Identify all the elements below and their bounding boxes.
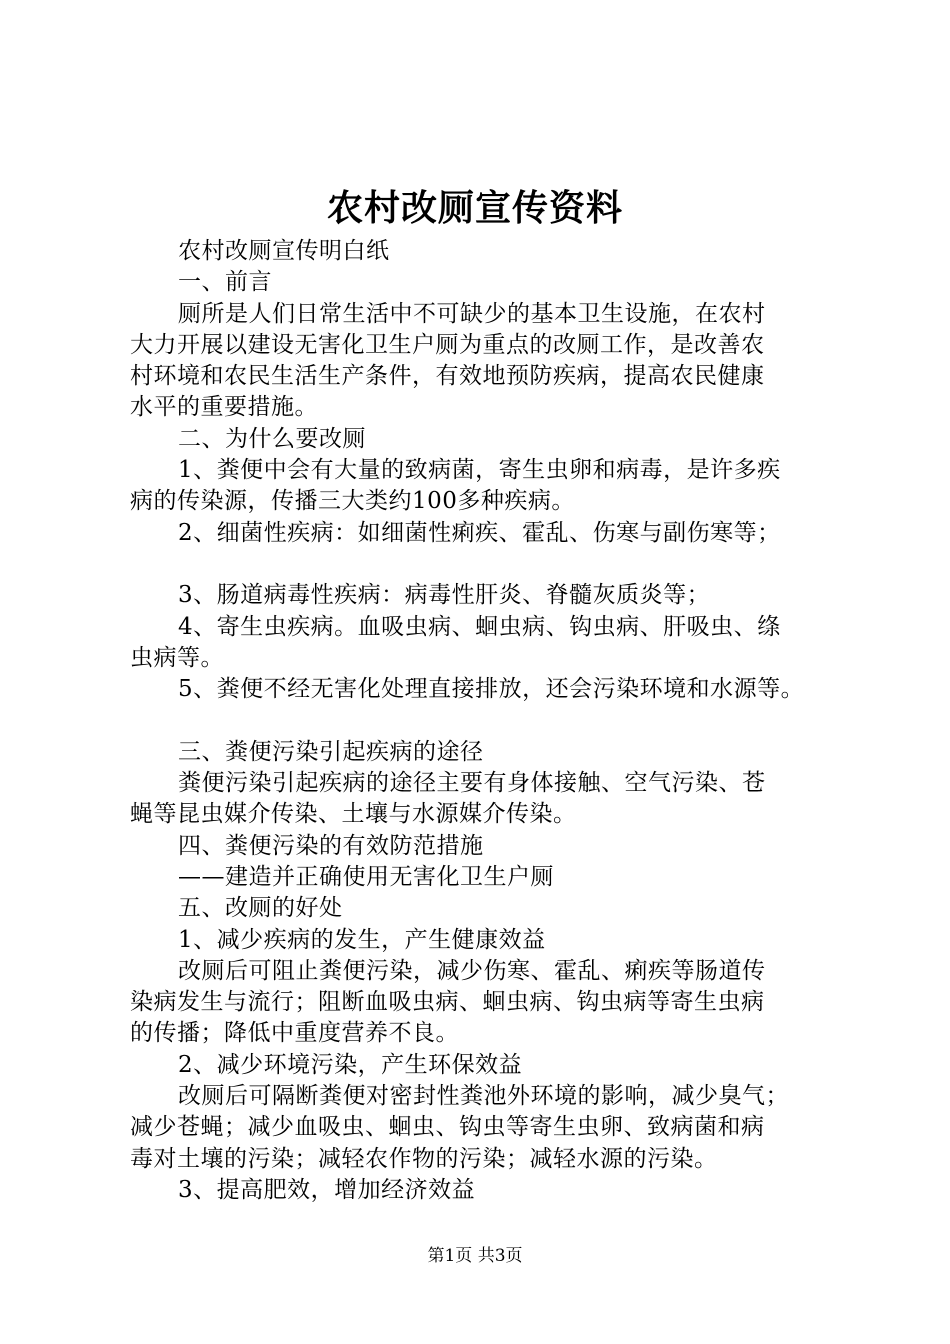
text-line: 4、寄生虫疾病。血吸虫病、蛔虫病、钩虫病、肝吸虫、绦 <box>178 613 781 640</box>
text-line: 厕所是人们日常生活中不可缺少的基本卫生设施，在农村 <box>178 300 766 327</box>
text-line: 蝇等昆虫媒介传染、土壤与水源媒介传染。 <box>130 801 577 828</box>
text-line: 改厕后可阻止粪便污染，减少伤寒、霍乱、痢疾等肠道传 <box>178 957 766 984</box>
blank-line <box>130 549 850 580</box>
text-line: 1、减少疾病的发生，产生健康效益 <box>178 926 546 953</box>
text-line: 村环境和农民生活生产条件，有效地预防疾病，提高农民健康 <box>130 363 765 390</box>
text-line: 2、细菌性疾病：如细菌性痢疾、霍乱、伤寒与副伤寒等； <box>178 519 781 546</box>
text-line: 5、粪便不经无害化处理直接排放，还会污染环境和水源等。 <box>178 676 805 703</box>
document-title: 农村改厕宣传资料 <box>326 187 623 229</box>
text-line: 病的传染源，传播三大类约100多种疾病。 <box>130 488 575 515</box>
blank-line <box>130 705 850 736</box>
text-line: 减少苍蝇；减少血吸虫、蛔虫、钩虫等寄生虫卵、致病菌和病 <box>130 1114 765 1141</box>
text-line: 3、肠道病毒性疾病：病毒性肝炎、脊髓灰质炎等； <box>178 582 711 609</box>
text-line: 二、为什么要改厕 <box>178 425 366 452</box>
text-line: 改厕后可隔断粪便对密封性粪池外环境的影响，减少臭气； <box>178 1083 789 1110</box>
text-line: 农村改厕宣传明白纸 <box>178 238 390 264</box>
text-line: ——建造并正确使用无害化卫生户厕 <box>178 863 554 890</box>
text-line: 毒对土壤的污染；减轻农作物的污染；减轻水源的污染。 <box>130 1145 718 1172</box>
text-line: 四、粪便污染的有效防范措施 <box>178 832 484 859</box>
document-body <box>130 236 850 1206</box>
text-line: 3、提高肥效，增加经济效益 <box>178 1176 476 1203</box>
text-line: 大力开展以建设无害化卫生户厕为重点的改厕工作，是改善农 <box>130 331 765 358</box>
text-line: 水平的重要措施。 <box>130 394 318 421</box>
page-footer: 第1页 共3页 <box>427 1246 523 1266</box>
text-line: 粪便污染引起疾病的途径主要有身体接触、空气污染、苍 <box>178 770 766 797</box>
text-line: 三、粪便污染引起疾病的途径 <box>178 738 484 765</box>
text-line: 2、减少环境污染，产生环保效益 <box>178 1051 523 1078</box>
text-line: 的传播；降低中重度营养不良。 <box>130 1020 459 1047</box>
text-line: 染病发生与流行；阻断血吸虫病、蛔虫病、钩虫病等寄生虫病 <box>130 989 765 1016</box>
text-line: 一、前言 <box>178 269 272 296</box>
text-line: 1、粪便中会有大量的致病菌，寄生虫卵和病毒，是许多疾 <box>178 457 781 484</box>
text-line: 五、改厕的好处 <box>178 895 343 922</box>
text-line: 虫病等。 <box>130 644 224 671</box>
